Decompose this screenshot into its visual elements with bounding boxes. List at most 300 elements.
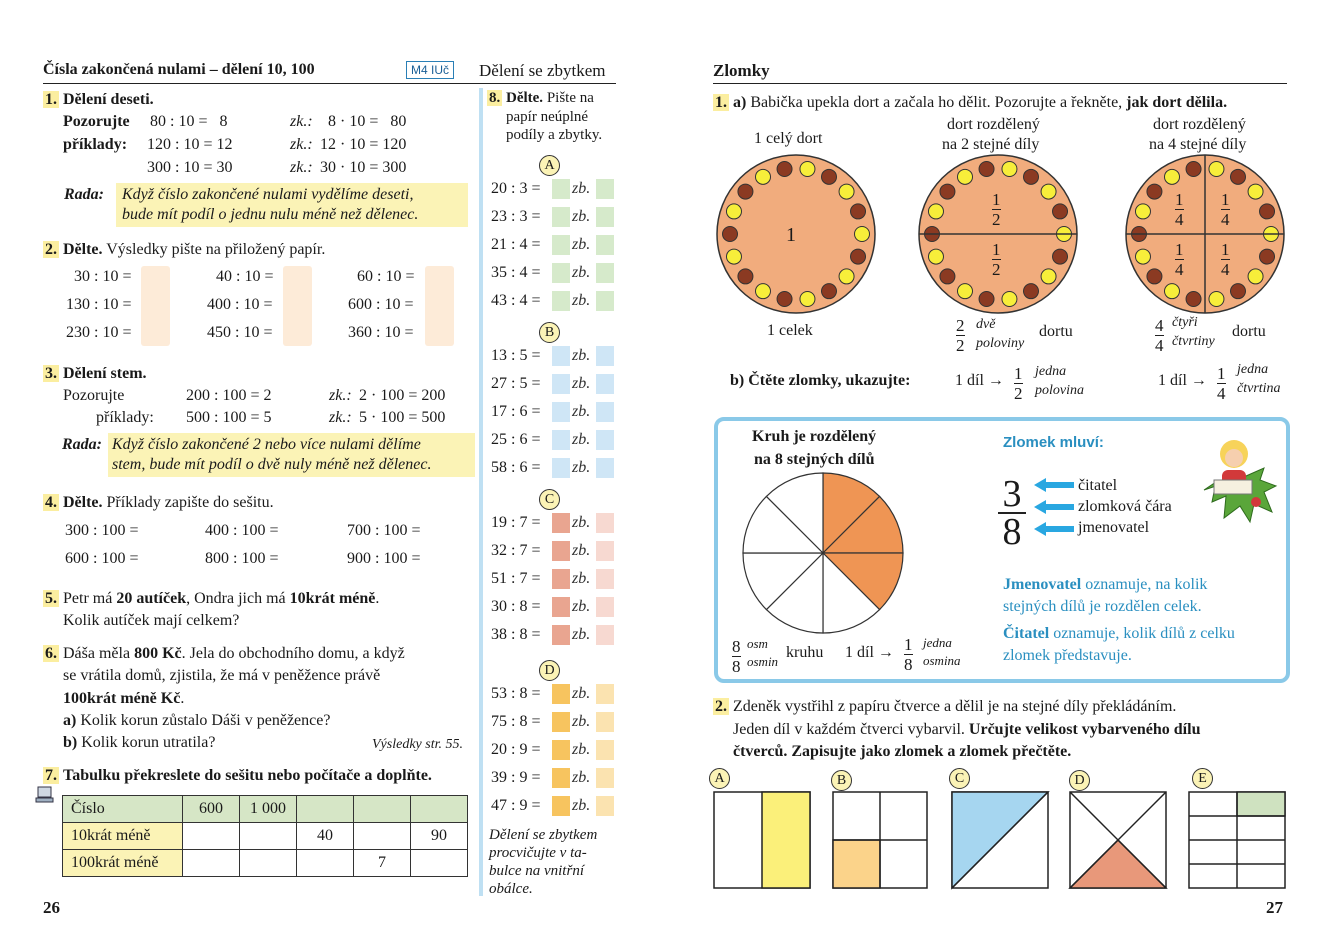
square-letter: D [1069,770,1090,791]
cake-decoration [1231,284,1246,299]
division-item: 13 : 5 = [491,347,541,364]
numerator: 1 [992,240,1001,259]
sub-label: b) [63,734,78,751]
cake-decoration [1165,169,1180,184]
text: dortu [1232,323,1266,340]
sub-label: a) [733,94,747,111]
remainder-box [596,740,614,760]
answer-box [552,346,570,366]
fraction [956,316,965,355]
exercise-number: 8. [489,90,501,106]
denominator: 4 [1175,210,1184,229]
cake-decoration [979,162,994,177]
cake-decoration [756,169,771,184]
square-e [1189,792,1285,888]
cake-decoration [1002,291,1017,306]
column-divider [479,88,483,896]
quarter-fraction [1221,190,1230,229]
equation: 30 · 10 = 300 [320,159,407,176]
text: stejných dílů je rozdělen celek. [1003,598,1202,615]
text: oznamuje, kolik dílů z celku [1049,625,1235,642]
table-cell [354,823,411,850]
exercise-number: 1. [45,91,57,108]
rada-label: Rada: [62,436,102,453]
cake-decoration [726,249,741,264]
answer-box [552,684,570,704]
exercise-text: Příklady zapište do sešitu. [106,494,274,511]
remainder-label: zb. [572,208,591,225]
cake-decoration [777,162,792,177]
answer-box [552,625,570,645]
remainder-box [596,263,614,283]
answer-box [552,712,570,732]
answer-box [552,458,570,478]
numerator: 1 [992,190,1001,209]
fraction-part-label: zlomková čára [1078,498,1172,515]
equation: 12 · 10 = 120 [320,136,407,153]
cake-decoration [1041,184,1056,199]
text: dortu [1039,323,1073,340]
cake-decoration [800,291,815,306]
equation: 800 : 100 = [205,550,279,567]
answer-area [425,266,454,346]
badge: M4 IUč [406,61,454,79]
numerator: 1 [1175,240,1184,259]
remainder-label: zb. [572,347,591,364]
table-cell [183,823,240,850]
table-cell: 40 [297,823,354,850]
cake-label: na 2 stejné díly [942,136,1040,153]
cake-decoration [1186,162,1201,177]
remainder-box [596,796,614,816]
fraction [904,635,913,674]
remainder-box [596,374,614,394]
squares-illustration [712,790,1292,890]
square-letter: E [1192,768,1213,789]
square-letter: A [709,768,730,789]
rule-text: Když číslo zakončené 2 nebo více nulami dělíme [112,436,421,453]
group-letter: B [539,322,560,343]
cake-decoration [1053,249,1068,264]
answer-box [552,430,570,450]
text-bold: Určujte velikost vybarveného dílu [968,721,1201,738]
remainder-label: zb. [572,626,591,643]
equation: 230 : 10 = [66,324,132,341]
division-item: 35 : 4 = [491,264,541,281]
denominator: 2 [1014,384,1023,403]
exercise-title: Dělení stem. [63,365,147,382]
equation: 8 · 10 = 80 [328,113,407,130]
equation: 300 : 10 = 30 [147,159,233,176]
cake-whole-label: 1 [786,224,796,246]
numerator: 1 [904,635,913,654]
numerator: 2 [956,316,965,335]
division-item: 38 : 8 = [491,626,541,643]
fraction-word: osmina [923,653,961,668]
equation: 5 · 100 = 500 [359,409,446,426]
cake-decoration [839,269,854,284]
table-header-cell [297,796,354,823]
remainder-box [596,768,614,788]
denominator: 8 [998,512,1026,550]
text: Dáša měla [63,645,135,662]
answer-box [552,207,570,227]
half-fraction [992,240,1001,279]
numerator: 1 [1175,190,1184,209]
remainder-label: zb. [572,570,591,587]
remainder-box [596,625,614,645]
side-title: Dělení se zbytkem [479,61,606,80]
division-item: 21 : 4 = [491,236,541,253]
table-row-label: 10krát méně [63,823,183,850]
title-rule [713,83,1287,84]
equation: 450 : 10 = [207,324,273,341]
division-item: 43 : 4 = [491,292,541,309]
cake-decoration [839,184,854,199]
cake [717,155,875,313]
exercise-text: Výsledky pište na přiložený papír. [106,241,326,258]
table-cell [297,850,354,877]
remainder-box [596,346,614,366]
exercise-title: Dělte. [63,494,103,511]
equation: 600 : 100 = [65,550,139,567]
cake-decoration [958,169,973,184]
cake-label: 1 celý dort [754,130,823,147]
cake-decoration [1248,269,1263,284]
table-header-cell: Číslo [63,796,183,823]
exercise-number: 1. [715,94,727,111]
fraction-part-label: jmenovatel [1078,519,1150,536]
arrow-left-icon [1034,500,1074,514]
text: zlomek představuje. [1003,647,1132,664]
cake-decoration [1053,204,1068,219]
remainder-label: zb. [572,375,591,392]
exercise-number: 7. [45,767,57,784]
table-header-cell: 600 [183,796,240,823]
cake-decoration [855,227,870,242]
remainder-label: zb. [572,514,591,531]
answer-box [552,768,570,788]
text: Petr má [63,590,117,607]
cake-decoration [1260,204,1275,219]
equation: 300 : 100 = [65,522,139,539]
label: Pozorujte [63,387,125,404]
remainder-label: zb. [572,264,591,281]
question: Kolik autíček mají celkem? [63,612,240,629]
fraction-word: osm [747,636,768,651]
check-label: zk.: [290,113,313,130]
cake-decoration [928,249,943,264]
division-item: 58 : 6 = [491,459,541,476]
cake-decoration [958,284,973,299]
remainder-label: zb. [572,180,591,197]
remainder-label: zb. [572,431,591,448]
exercise-title: Dělení deseti. [63,91,154,108]
check-label: zk.: [290,159,313,176]
division-item: 27 : 5 = [491,375,541,392]
label: Pozorujte [63,113,130,130]
quarter-fraction [1175,240,1184,279]
table-cell [411,850,468,877]
numerator: 8 [732,637,741,656]
text: papír neúplné [506,109,589,125]
square-b [833,792,927,888]
answer-box [552,179,570,199]
fraction-word: dvě [976,317,996,332]
cake-decoration [1041,269,1056,284]
square-c [952,792,1048,888]
reading-child-illustration [1194,430,1278,530]
remainder-box [596,597,614,617]
division-item: 39 : 9 = [491,769,541,786]
results-note: Výsledky str. 55. [372,737,463,752]
rule-text: stem, bude mít podíl o dvě nuly méně než dělenec. [112,456,432,473]
square-a [714,792,810,888]
table-header-cell [354,796,411,823]
remainder-box [596,402,614,422]
group-letter: D [539,660,560,681]
answer-box [552,374,570,394]
cake-decoration [1248,184,1263,199]
fraction-word: jedna [1035,364,1067,379]
denominator: 2 [992,210,1001,229]
check-label: zk.: [329,409,352,426]
computer-icon [35,786,55,804]
text: kruhu [786,644,824,661]
page-number: 26 [43,898,60,917]
text-bold: 800 Kč [134,645,182,662]
table-cell [240,850,297,877]
remainder-box [596,513,614,533]
text: oznamuje, na kolik [1081,576,1208,593]
remainder-label: zb. [572,403,591,420]
answer-box [552,263,570,283]
division-item: 32 : 7 = [491,542,541,559]
text: se vrátila domů, zjistila, že má v peněžence právě [63,667,381,684]
fraction-word: poloviny [976,336,1025,351]
text-bold: Čitatel [1003,625,1050,642]
footer-line: Dělení se zbytkem [489,827,598,843]
equation: 60 : 10 = [357,268,415,285]
cake-decoration [1135,249,1150,264]
cake-decoration [726,204,741,219]
text-bold: 100krát méně Kč [63,690,181,707]
answer-box [552,569,570,589]
table-cell [183,850,240,877]
sub-label: b) [730,372,745,389]
table-header-cell [411,796,468,823]
rule-text: Když číslo zakončené nulami vydělíme deseti, [122,186,414,203]
remainder-box [596,569,614,589]
cake-decoration [1209,162,1224,177]
cake-decoration [940,184,955,199]
denominator: 2 [956,336,965,355]
denominator: 4 [1221,260,1230,279]
remainder-label: zb. [572,713,591,730]
check-label: zk.: [290,136,313,153]
numerator: 1 [1221,190,1230,209]
exercise-title: Dělte. [506,90,544,106]
remainder-label: zb. [572,236,591,253]
table-cell [240,823,297,850]
cake-decoration [738,269,753,284]
fraction-word: čtvrtina [1237,381,1281,396]
right-page-title: Zlomky [713,61,770,80]
answer-box [552,597,570,617]
equation: 700 : 100 = [347,522,421,539]
answer-area [141,266,170,346]
numerator: 1 [1217,364,1226,383]
remainder-box [596,207,614,227]
exercise-number: 2. [715,698,727,715]
pie-title: Kruh je rozdělený [752,428,877,445]
half-fraction [992,190,1001,229]
denominator: 4 [1175,260,1184,279]
square-letter: B [831,770,852,791]
cake-decoration [979,291,994,306]
cake-decoration [1147,184,1162,199]
cake-decoration [1024,284,1039,299]
fraction-word: jedna [923,635,952,650]
remainder-box [596,179,614,199]
denominator: 4 [1221,210,1230,229]
text: . [375,590,380,607]
text-bold: čtverců. Zapisujte jako zlomek a zlomek přečtěte. [733,743,1072,760]
exercise-number: 5. [45,590,57,607]
quarter-fraction [1221,240,1230,279]
rule-text: bude mít podíl o jednu nulu méně než dělenec. [122,206,419,223]
fraction-word: čtyři [1172,315,1198,330]
equation: 360 : 10 = [348,324,414,341]
exercise-title: Tabulku překreslete do sešitu nebo počítače a doplňte. [63,767,432,784]
remainder-box [596,235,614,255]
remainder-label: zb. [572,542,591,559]
remainder-label: zb. [572,598,591,615]
equation: 400 : 100 = [205,522,279,539]
equation: 40 : 10 = [216,268,274,285]
text-bold: Jmenovatel [1003,576,1082,593]
equation: 200 : 100 = 2 [186,387,272,404]
fraction [1155,316,1164,355]
text: 1 díl → [955,372,1004,389]
denominator: 4 [1155,336,1164,355]
text: Jeden díl v každém čtverci vybarvil. [733,721,969,738]
cake-decoration [928,204,943,219]
footer-line: obálce. [489,881,533,897]
data-table [62,795,468,877]
cake-decoration [777,291,792,306]
fraction [1217,364,1226,403]
cake-decoration [1260,249,1275,264]
cake-decoration [756,284,771,299]
group-letter: A [539,155,560,176]
cake-label: na 4 stejné díly [1149,136,1247,153]
label: příklady: [63,136,128,153]
cake-decoration [1231,169,1246,184]
arrow-left-icon [1034,478,1074,492]
exercise-number: 4. [45,494,57,511]
cake-decoration [1186,291,1201,306]
answer-box [552,796,570,816]
exercise-number: 3. [45,365,57,382]
equation: 400 : 10 = [207,296,273,313]
cake-decoration [1147,269,1162,284]
denominator: 2 [992,260,1001,279]
label: příklady: [96,409,154,426]
equation: 900 : 100 = [347,550,421,567]
cake-decoration [1135,204,1150,219]
text: Zdeněk vystřihl z papíru čtverce a dělil je na stejné díly překládáním. [733,698,1177,715]
remainder-box [596,291,614,311]
remainder-label: zb. [572,685,591,702]
text: , Ondra jich má [186,590,290,607]
pie-chart [740,470,906,636]
cake-label: dort rozdělený [1153,116,1246,133]
equation: 130 : 10 = [66,296,132,313]
text: 1 díl → [1158,372,1207,389]
cake-decoration [822,284,837,299]
answer-area [283,266,312,346]
remainder-label: zb. [572,769,591,786]
text: Pište na [546,90,594,106]
text: podíly a zbytky. [506,127,603,143]
division-item: 23 : 3 = [491,208,541,225]
numerator: 1 [1014,364,1023,383]
numerator: 1 [1221,240,1230,259]
division-item: 19 : 7 = [491,514,541,531]
equation: 120 : 10 = 12 [147,136,233,153]
cake-caption: 1 celek [767,322,813,339]
division-item: 51 : 7 = [491,570,541,587]
fraction-word: čtvrtiny [1172,334,1215,349]
division-item: 17 : 6 = [491,403,541,420]
division-item: 20 : 3 = [491,180,541,197]
exercise-title: Dělte. [63,241,103,258]
arrow-icons [1034,476,1076,538]
equation: 600 : 10 = [348,296,414,313]
fraction-word: osmin [747,654,779,669]
division-item: 20 : 9 = [491,741,541,758]
remainder-label: zb. [572,741,591,758]
remainder-label: zb. [572,459,591,476]
text-bold: jak dort dělila. [1126,94,1228,111]
fraction [1014,364,1023,403]
remainder-label: zb. [572,797,591,814]
cake-decoration [800,162,815,177]
arrow-left-icon [1034,522,1074,536]
cake-decoration [1209,291,1224,306]
exercise-number: 2. [45,241,57,258]
speaks-heading: Zlomek mluví: [1003,434,1104,451]
text: 1 díl → [845,644,894,661]
remainder-box [596,541,614,561]
division-item: 53 : 8 = [491,685,541,702]
cake-decoration [723,227,738,242]
left-page-title: Čísla zakončená nulami – dělení 10, 100 [43,61,315,78]
table-header-cell: 1 000 [240,796,297,823]
equation: 30 : 10 = [74,268,132,285]
sub-label: a) [63,712,77,729]
pie-title: na 8 stejných dílů [754,451,875,468]
remainder-label: zb. [572,292,591,309]
text-bold: 10krát méně [289,590,376,607]
fraction [732,637,741,676]
footer-line: bulce na vnitřní [489,863,584,879]
remainder-box [596,458,614,478]
cake-label: dort rozdělený [947,116,1040,133]
quarter-fraction [1175,190,1184,229]
fraction-word: jedna [1237,362,1269,377]
